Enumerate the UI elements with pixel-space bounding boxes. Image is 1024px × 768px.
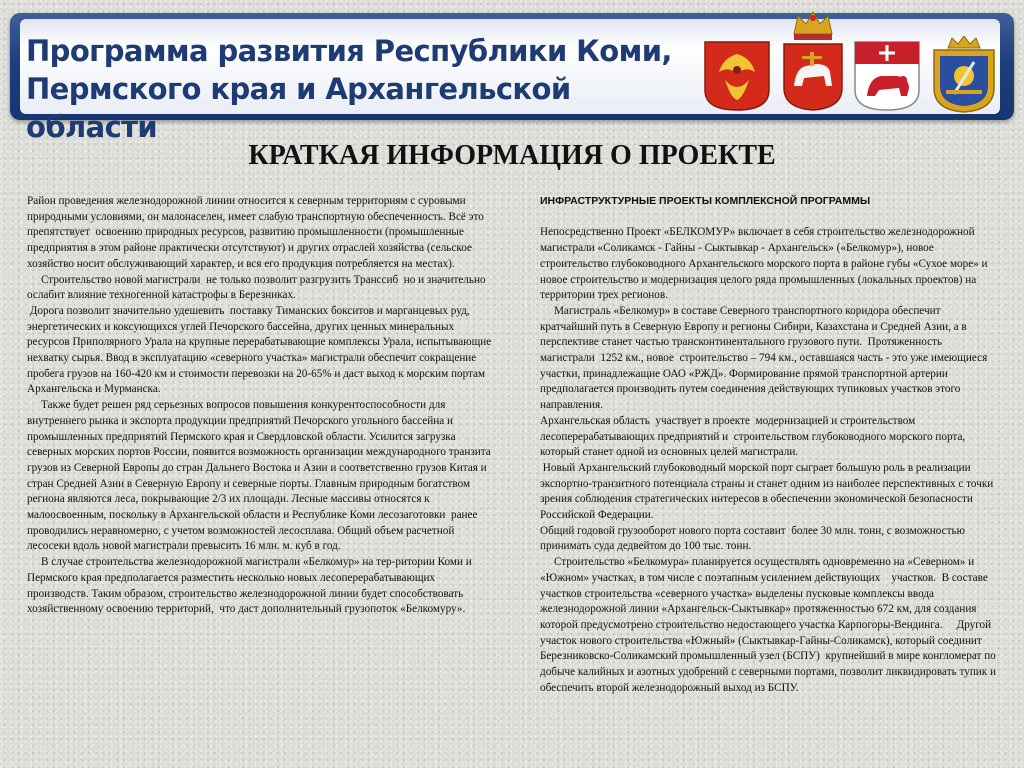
left-paragraph: В случае строительства железнодорожной магистрали «Белкомур» на тер-ритории Коми и Пермского края предполагается разместить несколько новых лесоперерабатывающих производств. Таким образом, строительство железнодорожной линии будет способствовать хозяйственному освоению территорий, что даст дополнительный грузопоток «Белкомуру». [27, 556, 475, 616]
right-subheading: ИНФРАСТРУКТУРНЫЕ ПРОЕКТЫ КОМПЛЕКСНОЙ ПРОГРАММЫ [540, 195, 871, 207]
left-paragraph: Строительство новой магистрали не только позволит разгрузить Транссиб но и значительно ослабит влияние техногенной катастрофы в Березниках. [27, 273, 489, 302]
left-paragraph: Также будет решен ряд серьезных вопросов повышения конкурентоспособности для внутреннего рынка и экспорта продукции предприятий Печорского угольного бассейна и промышленных предприятий Пермского края и Свердловской области. Усилится загрузка северных морских портов России, появится возможность организации международного транзита грузов из Северной Европы до стран Дальнего Востока и Азии и соответственно грузов Китая и стран Средней Азии в Северную Европу и северные порты. Главным природным богатством региона являются леса, покрывающие 2/3 их площади. Лесные массивы относятся к малоосвоенным, поскольку в Архангельской области и Республике Коми лесозаготовки ранее проводились неравномерно, с учетом возможностей лесосплава. Общий объем расчетной лесосеки вдоль новой магистрали превысить 16 млн. м. куб в год. [27, 399, 494, 553]
right-column [540, 194, 1000, 696]
right-paragraph: Архангельская область участвует в проекте модернизацией и строительством лесоперерабатывающих предприятий и строительством глубоководного морского порта, который станет одной из основных целей магистрали. [540, 414, 969, 459]
banner-title: Программа развития Республики Коми, Пермского края и Архангельской области [26, 34, 672, 144]
komi-republic-coat-of-arms-icon [853, 40, 921, 112]
page-heading: КРАТКАЯ ИНФОРМАЦИЯ О ПРОЕКТЕ [248, 140, 776, 171]
right-paragraph: Общий годовой грузооборот нового порта составит более 30 млн. тонн, с возможностью принимать суда дедвейтом до 100 тыс. тонн. [540, 524, 971, 553]
right-paragraph: Новый Архангельский глубоководный морской порт сыграет большую роль в реализации экспортно-транзитного потенциала страны и станет одним из наиболее перспективных с точки зрения соблюдения стратегических интересов в обеспечении экономической безопасности Российской Федерации. [540, 461, 997, 522]
left-paragraph: Дорога позволит значительно удешевить поставку Тиманских бокситов и марганцевых руд, энергетических и коксующихся углей Печорского бассейна, других ценных минеральных ресурсов Приполярного Урала на крупные перерабатывающие комплексы Урала, испытывающие нехватку сырья. Ввод в эксплуатацию «северного участка» магистрали обеспечит сокращение пробега грузов на 160-420 км и стоимости перевозки на 20-65% и даст выход к морским портам Архангельска и Мурманска. [27, 304, 494, 396]
spacer [540, 210, 1000, 226]
right-paragraph: Магистраль «Белкомур» в составе Северного транспортного коридора обеспечит кратчайший путь в Северную Европу и регионы Сибири, Казахстана и Средней Азии, а в перспективе станет частью трансконтинентального грузового пути. Протяженность магистрали 1252 км., новое строительство – 794 км., оставшаяся часть - это уже имеющиеся участки, принадлежащие ОАО «РЖД». Формирование прямой транспортной артерии предполагается производить путем соединения действующих тупиковых участков этого направления. [540, 304, 991, 412]
banner-title-wrap [22, 22, 706, 146]
right-paragraph: Строительство «Белкомура» планируется осуществлять одновременно на «Северном» и «Южном» участках, в том числе с поэтапным усилением действующих участков. В составе участков строительства «северного участка» выделены пусковые комплексы ввода железнодорожной линии «Архангельск-Сыктывкар» протяженностью 672 км, для создания которой предусмотрено строительство недостающего участка Карпогоры-Вендинга. Другой участок нового строительства «Южный» (Сыктывкар-Гайны-Соликамск), который соединит Березниковско-Соликамский промышленный узел (БСПУ) крупнейший в мире конгломерат по добыче калийных и азотных удобрений с северными портами, позволит ликвидировать тупик и обеспечить второй железнодорожный выход из БСПУ. [540, 556, 999, 694]
left-column [27, 194, 497, 618]
perm-krai-coat-of-arms-icon [780, 8, 846, 112]
komi-republic-flag-icon [703, 40, 771, 112]
right-paragraph: Непосредственно Проект «БЕЛКОМУР» включает в себя строительство железнодорожной магистрали «Соликамск - Гайны - Сыктывкар - Архангельск» («Белкомур»), новое строительство глубоководного Архангельского морского порта в районе губы «Сухое море» и новое строительство и модернизация целого ряда промышленных (локальных проектов) на территории трех регионов. [540, 226, 991, 302]
arkhangelsk-oblast-coat-of-arms-icon [928, 36, 1000, 114]
left-paragraph: Район проведения железнодорожной линии относится к северным территориям с суровыми природными условиями, он малонаселен, имеет слабую транспортную обеспеченность. Всё это препятствует освоению природных ресурсов, развитию промышленности (промышленные предприятия в этом районе практически отсутствуют) и других отраслей хозяйства (сельское хозяйство носит обслуживающий характер, и вся его продукция потребляется на местах). [27, 195, 487, 270]
